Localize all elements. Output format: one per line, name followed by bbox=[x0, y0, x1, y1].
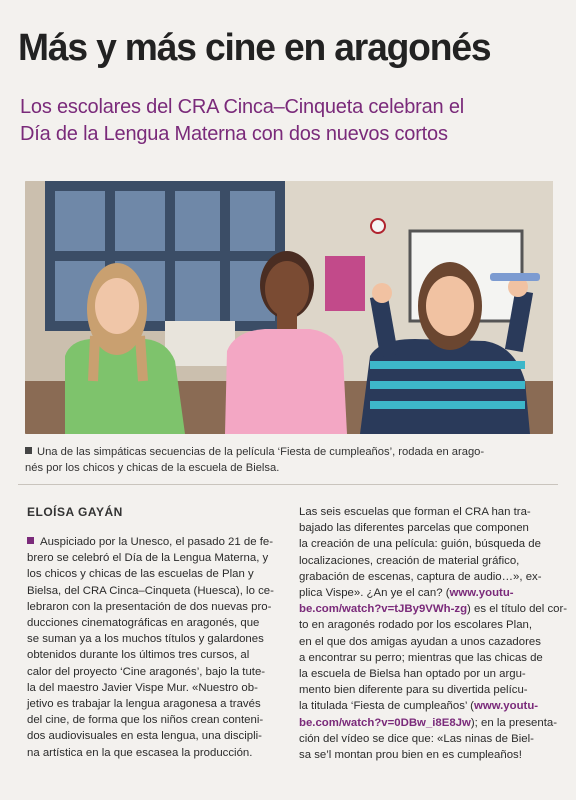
body-line: sa se’l montan prou bien en es cumpleaños! bbox=[299, 749, 522, 762]
paragraph-bullet-icon bbox=[27, 537, 34, 544]
body-line: del cine, de forma que los niños crean conteni- bbox=[27, 714, 264, 727]
body-line: la escuela de Bielsa han optado por un argu- bbox=[299, 668, 526, 681]
body-line: jetivo es trabajar la lengua aragonesa a través bbox=[27, 698, 261, 711]
body-line: plica Vispe». ¿An ye el can? (www.youtu- bbox=[299, 587, 514, 600]
byline: ELOÍSA GAYÁN bbox=[27, 505, 123, 519]
subhead-line-1: Los escolares del CRA Cinca–Cinqueta celebran el bbox=[20, 96, 464, 118]
headline: Más y más cine en aragonés bbox=[18, 27, 491, 69]
body-line: ción del vídeo se dice que: «Las ninas de Biel- bbox=[299, 732, 534, 745]
section-divider bbox=[18, 484, 558, 485]
body-line: grabación de escenas, captura de audio…», ex- bbox=[299, 570, 542, 583]
body-line: na artística en la que escasea la producción. bbox=[27, 746, 253, 759]
body-line: la creación de una película: guión, búsqueda de bbox=[299, 538, 541, 551]
body-line: localizaciones, creación de material gráfico, bbox=[299, 554, 520, 567]
body-line: Las seis escuelas que forman el CRA han tra- bbox=[299, 506, 531, 518]
body-line: en el que dos amigas ayudan a unos cazadores bbox=[299, 635, 541, 648]
article-column-right bbox=[299, 504, 568, 763]
body-line: Bielsa, del CRA Cinca–Cinqueta (Huesca), lo ce- bbox=[27, 584, 274, 597]
body-line: la titulada ‘Fiesta de cumpleaños’ (www.youtu- bbox=[299, 700, 539, 713]
body-line: be.com/watch?v=tJBy9VWh-zg) es el título del cor- bbox=[299, 603, 568, 616]
article-column-left bbox=[27, 534, 280, 761]
body-line: calor del proyecto ‘Cine aragonés’, bajo la tute- bbox=[27, 665, 266, 678]
body-line: los chicos y chicas de las escuelas de Plan y bbox=[27, 568, 254, 581]
body-line: se suman ya a los muchos títulos y galardones bbox=[27, 633, 264, 646]
caption-bullet-icon bbox=[25, 447, 32, 454]
body-line: to en aragonés rodado por los escolares Plan, bbox=[299, 619, 533, 632]
body-line: be.com/watch?v=0DBw_i8E8Jw); en la presenta- bbox=[299, 716, 557, 729]
article-photo bbox=[25, 181, 553, 434]
photo-caption bbox=[25, 444, 555, 476]
body-line: Auspiciado por la Unesco, el pasado 21 de fe- bbox=[27, 534, 280, 550]
subhead-line-2: Día de la Lengua Materna con dos nuevos cortos bbox=[20, 123, 448, 145]
video-link-1-part-1[interactable]: www.youtu- bbox=[449, 587, 514, 600]
video-link-2-part-1[interactable]: www.youtu- bbox=[473, 700, 539, 713]
body-line: brero se celebró el Día de la Lengua Materna, y bbox=[27, 552, 269, 565]
body-line: lebraron con la presentación de dos nuevas pro- bbox=[27, 600, 272, 613]
body-line: la del maestro Javier Vispe Mur. «Nuestro ob- bbox=[27, 681, 258, 694]
caption-line-2: nés por los chicos y chicas de la escuela de Bielsa. bbox=[25, 462, 280, 474]
body-line: ducciones cinematográficas en aragonés, que bbox=[27, 617, 260, 630]
body-line: dos audiovisuales en esta lengua, una discipli- bbox=[27, 730, 262, 743]
body-line: obtenidos durante los últimos tres cursos, al bbox=[27, 649, 250, 662]
subheadline bbox=[20, 94, 560, 148]
video-link-1-part-2[interactable]: be.com/watch?v=tJBy9VWh-zg bbox=[299, 603, 468, 616]
body-line: bajado las diferentes parcelas que componen bbox=[299, 522, 529, 535]
caption-line-1: Una de las simpáticas secuencias de la película ‘Fiesta de cumpleaños’, rodada en arago- bbox=[25, 444, 555, 460]
body-line: a encontrar su perro; mientras que las chicas de bbox=[299, 651, 543, 664]
video-link-2-part-2[interactable]: be.com/watch?v=0DBw_i8E8Jw bbox=[299, 716, 471, 729]
body-line: mento bien diferente para su divertida pelícu- bbox=[299, 684, 528, 697]
